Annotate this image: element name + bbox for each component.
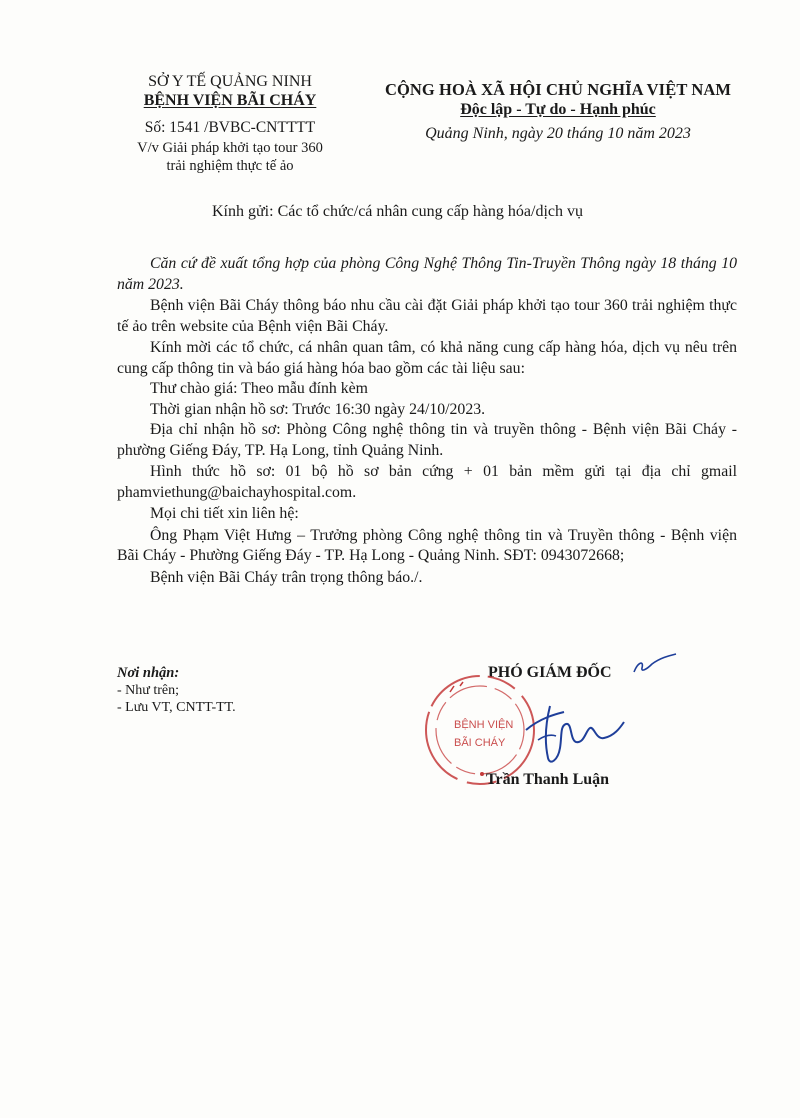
paragraph-invitation: Kính mời các tổ chức, cá nhân quan tâm, có khả năng cung cấp hàng hóa, dịch vụ nêu trên cung cấp thông tin và báo giá hàng hóa bao gồm các tài liệu sau:: [117, 339, 737, 377]
department-name: SỞ Y TẾ QUẢNG NINH: [148, 73, 312, 90]
paragraph-quote-letter: Thư chào giá: Theo mẫu đính kèm: [150, 380, 368, 397]
paragraph-basis: Căn cứ đề xuất tổng hợp của phòng Công Nghệ Thông Tin-Truyền Thông ngày 18 tháng 10 năm 2023.: [117, 255, 737, 293]
motto: [362, 100, 754, 120]
document-number: Số: 1541 /BVBC-CNTTTT: [144, 119, 316, 136]
recipient-item: - Lưu VT, CNTT-TT.: [117, 700, 236, 715]
paragraph-announcement: Bệnh viện Bãi Cháy thông báo nhu cầu cài đặt Giải pháp khởi tạo tour 360 trải nghiệm thực tế ảo trên website của Bệnh viện Bãi Cháy.: [117, 297, 737, 335]
country-name: CỘNG HOÀ XÃ HỘI CHỦ NGHĨA VIỆT NAM: [384, 80, 732, 99]
paragraph-contact: Ông Phạm Việt Hưng – Trưởng phòng Công nghệ thông tin và Truyền thông - Bệnh viện Bãi Cháy - Phường Giếng Đáy - TP. Hạ Long - Quảng Ninh. SĐT: 0943072668;: [117, 526, 737, 564]
recipient-item: - Như trên;: [117, 683, 180, 698]
recipients-heading: Nơi nhận:: [117, 665, 180, 681]
signer-name: Trần Thanh Luận: [486, 771, 610, 788]
signer-title: PHÓ GIÁM ĐỐC: [488, 664, 612, 681]
initial-mark-icon: [630, 648, 680, 678]
motto-text: Độc lập - Tự do - Hạnh phúc: [460, 101, 656, 118]
recipients-block: [117, 665, 236, 716]
paragraph-address: Địa chỉ nhận hồ sơ: Phòng Công nghệ thông tin và truyền thông - Bệnh viện Bãi Cháy - phường Giếng Đáy, TP. Hạ Long, tỉnh Quảng Ninh.: [117, 421, 737, 459]
national-header: [362, 80, 754, 145]
paragraph-format: Hình thức hồ sơ: 01 bộ hồ sơ bản cứng + 01 bản mềm gửi tại địa chỉ gmail phamviethung@baichayhospital.com.: [117, 463, 737, 501]
handwritten-signature-icon: [520, 700, 630, 770]
subject-line-2: trải nghiệm thực tế ảo: [166, 158, 294, 174]
paragraph-contact-intro: Mọi chi tiết xin liên hệ:: [150, 505, 299, 522]
recipient-line: Kính gửi: Các tổ chức/cá nhân cung cấp hàng hóa/dịch vụ: [212, 203, 584, 220]
place-date: Quảng Ninh, ngày 20 tháng 10 năm 2023: [425, 125, 691, 142]
letter-body: [117, 254, 737, 588]
paragraph-deadline: Thời gian nhận hồ sơ: Trước 16:30 ngày 24/10/2023.: [150, 400, 486, 418]
paragraph-closing: Bệnh viện Bãi Cháy trân trọng thông báo./.: [150, 568, 423, 586]
hospital-name: BỆNH VIỆN BÃI CHÁY: [143, 92, 317, 109]
stamp-text-2: BÃI CHÁY: [454, 737, 506, 749]
stamp-text-1: BỆNH VIỆN: [454, 719, 514, 731]
issuer-block: [100, 72, 360, 175]
subject-line-1: V/v Giải pháp khởi tạo tour 360: [137, 140, 323, 156]
